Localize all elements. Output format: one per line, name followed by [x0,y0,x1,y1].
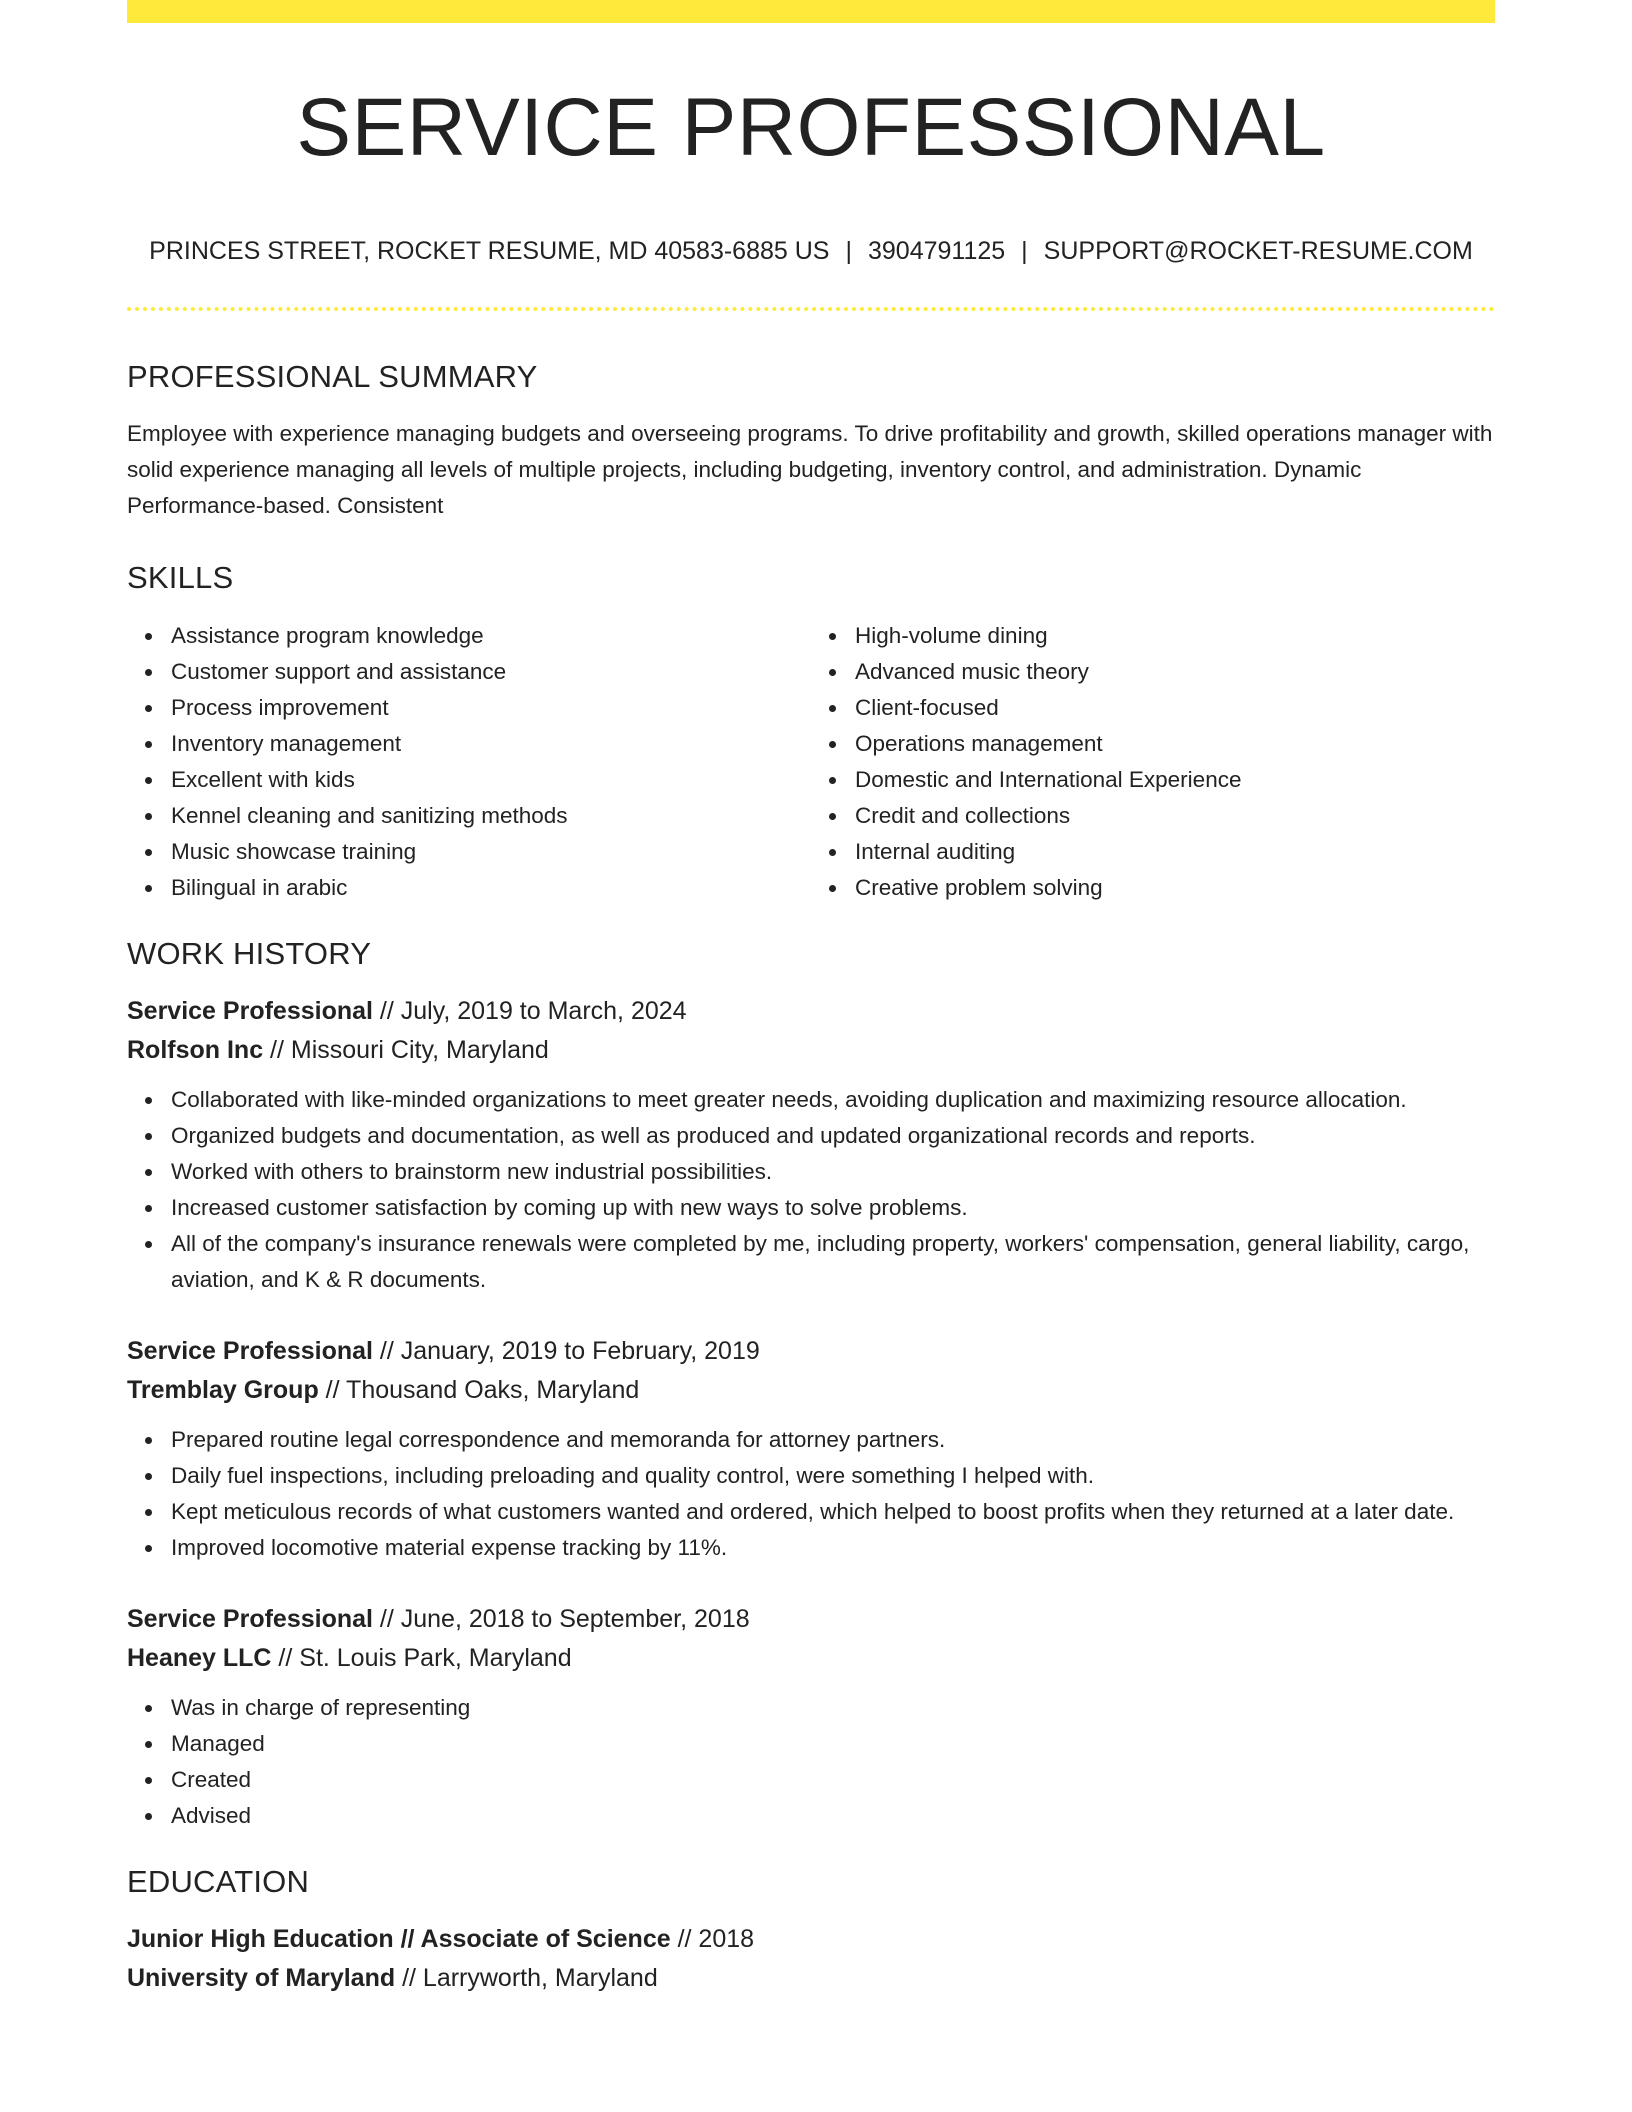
skill-item: Excellent with kids [171,762,811,798]
job-bullet: Daily fuel inspections, including preloading and quality control, were something I helped with. [171,1458,1495,1494]
skill-item: Music showcase training [171,834,811,870]
job-location: // St. Louis Park, Maryland [271,1644,572,1672]
education-school-line [127,1959,1495,1998]
contact-phone: 3904791125 [867,237,1006,265]
skill-item: Inventory management [171,726,811,762]
contact-email: SUPPORT@ROCKET-RESUME.COM [1043,237,1473,265]
dotted-divider [127,307,1495,311]
summary-text: Employee with experience managing budgets and overseeing programs. To drive profitability and growth, skilled operations manager with solid experience managing all levels of multiple projects, including budgeting, inventory control, and administration. Dynamic Performance-based. Consistent [127,421,1493,518]
job-entry [127,1600,1495,1834]
job-bullet: Managed [171,1726,1495,1762]
job-bullet: Improved locomotive material expense tracking by 11%. [171,1530,1495,1566]
job-bullet: Collaborated with like-minded organizations to meet greater needs, avoiding duplication and maximizing resource allocation. [171,1082,1495,1118]
skill-item: Bilingual in arabic [171,870,811,906]
resume-page [127,0,1495,1998]
job-bullet: Created [171,1762,1495,1798]
skills-list-right [811,618,1495,906]
work-history-heading: WORK HISTORY [127,936,372,971]
skill-item: Process improvement [171,690,811,726]
skill-item: Domestic and International Experience [855,762,1495,798]
job-bullet: Was in charge of representing [171,1690,1495,1726]
job-bullet: Increased customer satisfaction by coming up with new ways to solve problems. [171,1190,1495,1226]
job-bullet: Worked with others to brainstorm new industrial possibilities. [171,1154,1495,1190]
education-school: University of Maryland [127,1964,396,1992]
education-entry [127,1920,1495,1998]
education-degree-line [127,1920,1495,1959]
job-role: Service Professional [127,997,373,1025]
skill-item: Customer support and assistance [171,654,811,690]
education-location: // Larryworth, Maryland [395,1964,658,1992]
job-company: Rolfson Inc [127,1036,264,1064]
resume-name: SERVICE PROFESSIONAL [296,82,1326,173]
job-bullets [127,1422,1495,1566]
job-bullets [127,1690,1495,1834]
job-bullet: Kept meticulous records of what customers wanted and ordered, which helped to boost profits when they returned at a later date. [171,1494,1495,1530]
skill-item: Assistance program knowledge [171,618,811,654]
job-title-line [127,992,1495,1031]
job-role: Service Professional [127,1605,373,1633]
contact-line [127,239,1495,264]
job-location: // Missouri City, Maryland [263,1036,549,1064]
job-company: Heaney LLC [127,1644,272,1672]
skill-item: Client-focused [855,690,1495,726]
skill-item: High-volume dining [855,618,1495,654]
job-bullet: Prepared routine legal correspondence and memoranda for attorney partners. [171,1422,1495,1458]
skills-grid [127,618,1495,906]
job-company-line [127,1371,1495,1410]
job-bullets [127,1082,1495,1298]
job-entry [127,992,1495,1298]
skill-item: Creative problem solving [855,870,1495,906]
contact-separator: | [845,237,852,265]
education-year: // 2018 [670,1925,755,1953]
education-heading: EDUCATION [127,1864,310,1899]
job-location: // Thousand Oaks, Maryland [318,1376,640,1404]
job-title-line [127,1600,1495,1639]
education-degree: Junior High Education // Associate of Science [127,1925,671,1953]
job-company: Tremblay Group [127,1376,319,1404]
skill-item: Kennel cleaning and sanitizing methods [171,798,811,834]
job-bullet: All of the company's insurance renewals were completed by me, including property, workers' compensation, general liability, cargo, aviation, and K & R documents. [171,1226,1495,1298]
job-role: Service Professional [127,1337,373,1365]
summary-heading: PROFESSIONAL SUMMARY [127,359,538,394]
skill-item: Operations management [855,726,1495,762]
job-title-line [127,1332,1495,1371]
contact-separator: | [1021,237,1028,265]
job-bullet: Advised [171,1798,1495,1834]
job-entry [127,1332,1495,1566]
job-bullet: Organized budgets and documentation, as well as produced and updated organizational records and reports. [171,1118,1495,1154]
job-dates: // July, 2019 to March, 2024 [372,997,687,1025]
contact-address: PRINCES STREET, ROCKET RESUME, MD 40583-6885 US [149,237,830,265]
job-company-line [127,1639,1495,1678]
skill-item: Internal auditing [855,834,1495,870]
skill-item: Credit and collections [855,798,1495,834]
job-dates: // June, 2018 to September, 2018 [372,1605,750,1633]
skill-item: Advanced music theory [855,654,1495,690]
skills-list-left [127,618,811,906]
accent-top-bar [127,0,1495,23]
job-company-line [127,1031,1495,1070]
job-dates: // January, 2019 to February, 2019 [372,1337,760,1365]
skills-heading: SKILLS [127,560,234,595]
